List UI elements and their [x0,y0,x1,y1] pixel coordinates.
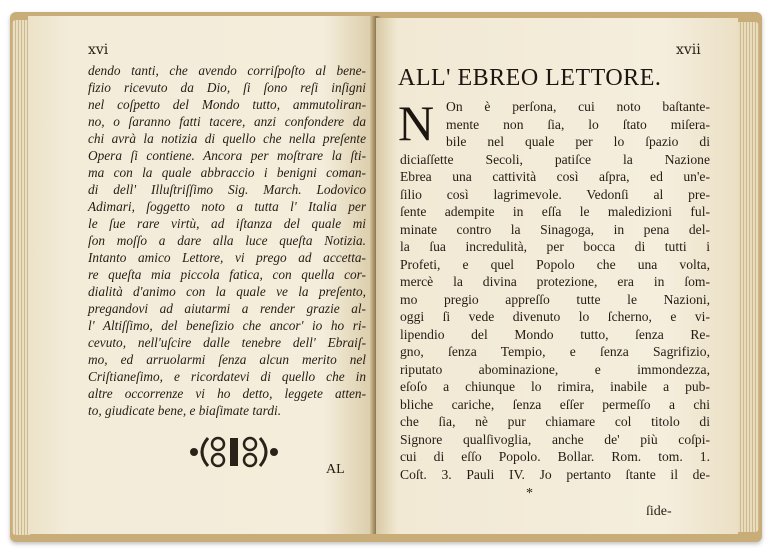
catchword: ſide- [646,504,672,519]
left-page [28,16,376,534]
text-line: Signore qualſivoglia, anche de' più coſpi- [400,431,710,447]
text-line: cui di eſſo Popolo. Bollar. Rom. tom. 1. [400,449,710,464]
text-line: On è perſona, cui noto baſtante- [446,99,710,114]
text-line: fizio ricevuto da Dio, ſi ſono reſi inſigni [88,80,366,95]
page-edges-right [735,22,759,532]
text-line: Criſtianeſimo, e ricordatevi di quello che in [88,369,366,384]
text-line: mercè la divina protezione, era in ſom- [400,274,710,289]
text-line: dialità d'animo con la quale ve la preſento, [88,284,366,299]
right-page [376,18,738,534]
text-line: minate contro la Sinagoga, in pena del- [400,221,710,237]
text-line: le ſue rare virtù, ad iſtanza del quale mi [88,216,366,231]
text-line: Opera ſi contiene. Ancora per moſtrare la ſti- [88,148,366,163]
text-line: bile nel quale per lo ſpazio di [446,134,710,149]
text-line: mo pregio appreſſo tutte le Nazioni, [400,291,710,307]
page-number: xvii [676,42,701,58]
text-line: Adimari, ſoggetto noto a tutta l' Italia per [88,199,366,214]
text-line: to, giudicate bene, e biaſimate tardi. [88,403,282,418]
catchword: AL [326,462,345,477]
text-line: eſoſo a chiunque lo rimira, inabile a pub- [400,379,710,394]
text-line: diciaſſette Secoli, patiſce la Nazione [400,151,710,167]
text-line: Intanto amico Lettore, vi prego ad accetta- [88,250,366,265]
text-line: Coſt. 3. Pauli IV. Jo pertanto ſtante il de- [400,466,710,482]
text-line: no, o ſaranno fatti tacere, anzi confondere da [88,114,366,129]
text-line: bliche cariche, ſenza eſſer permeſſo a chi [400,396,710,412]
text-line: ſon moſſo a dare alla luce queſta Notizia. [88,233,366,248]
text-line: Profeti, e quel Popolo che una volta, [400,256,710,272]
text-line: l' Altiſſimo, del beneſizio che ancor' io ho ri- [88,318,366,333]
text-line: Ebrea una cattività così aſpra, ed un'e- [400,169,710,184]
text-line: altre occorrenze vi ho detto, leggete atten- [88,386,366,401]
text-line: lipendio del Mondo tutto, ſenza Re- [400,326,710,342]
text-line: ma con la quale abbraccio i benigni coman- [88,165,366,180]
body-text [88,62,366,419]
text-line: riputato abominazione, e immondezza, [400,361,710,377]
text-line: nel coſpetto del Mondo tutto, ammutoliran- [88,97,366,112]
text-line: re queſta mia piccola fatica, con quella cor- [88,267,366,282]
text-line: chi avrà la notizia di quello che nella preſente [88,131,366,146]
text-line: ſente adempite in eſſa le maledizioni ful- [400,204,710,219]
chapter-title: ALL' EBREO LETTORE. [398,65,662,91]
signature-mark: * [526,486,533,501]
body-text [398,95,710,483]
text-line: dendo tanti, che avendo corriſpoſto al bene- [88,63,366,78]
text-line: cevuto, nell'uſcire dalle tenebre dell' Ebraiſ- [88,335,366,350]
text-line: pregandovi ad aiutarmi a render grazie al- [88,301,366,316]
ornament-icon [188,434,280,470]
page-number: xvi [88,42,109,58]
drop-cap: N [398,95,435,151]
text-line: la ſua incredulità, per bocca di tutti i [400,239,710,254]
text-line: gno, ſenza Tempio, e ſenza Sagrifizio, [400,344,710,359]
text-line: mente non ſia, lo ſtato miſera- [446,116,710,132]
text-line: di dell' Illuſtriſſimo Sig. March. Lodovico [88,182,366,197]
text-line: oggi ſi vede divenuto lo ſcherno, e vi- [400,309,710,324]
text-line: che ſia, nè pur chiamare col titolo di [400,414,710,429]
text-line: mo, ed arruolarmi ſenza alcun merito nel [88,352,366,367]
text-line: ſilio così lagrimevole. Vedonſi al pre- [400,186,710,202]
